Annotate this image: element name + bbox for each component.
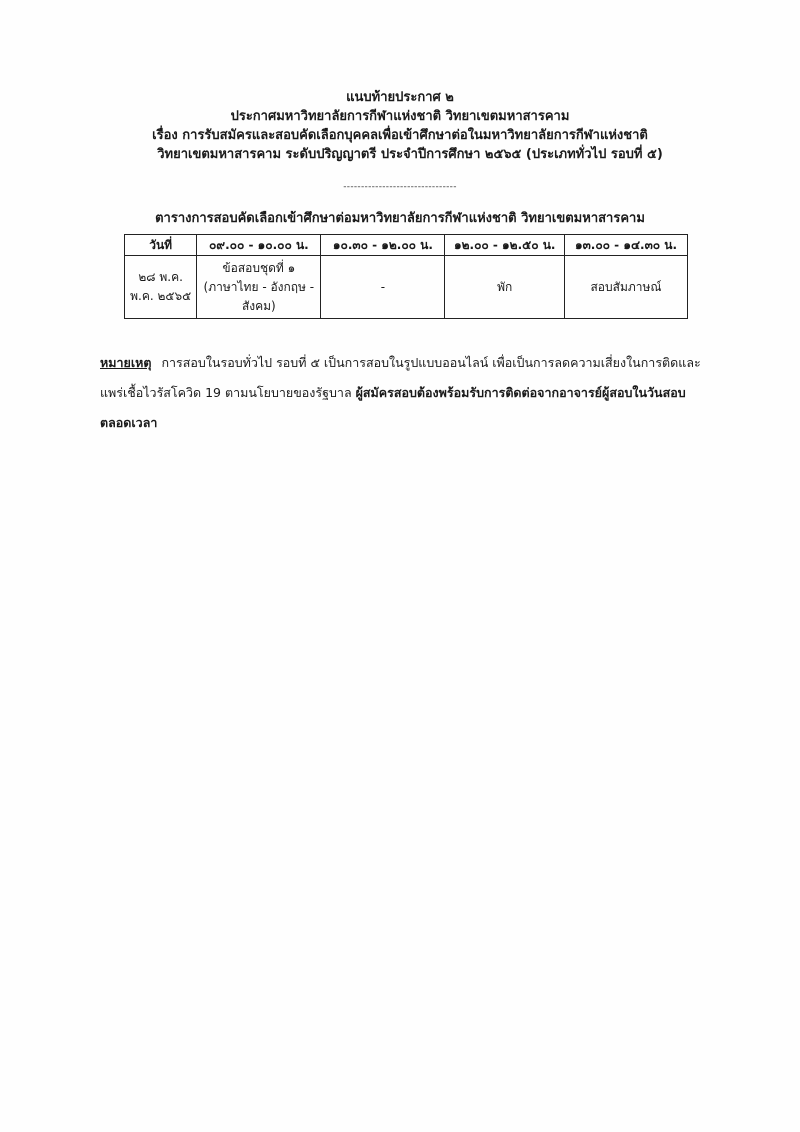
remarks-section <box>100 348 712 438</box>
exam-schedule-table <box>124 234 688 319</box>
heading-line-announcement: ประกาศมหาวิทยาลัยการกีฬาแห่งชาติ วิทยาเขตมหาสารคาม <box>230 109 570 124</box>
heading-line-campus-year: วิทยาเขตมหาสารคาม ระดับปริญญาตรี ประจำปีการศึกษา ๒๕๖๕ (ประเภททั่วไป รอบที่ ๕) <box>157 147 663 162</box>
remarks-label: หมายเหตุ <box>100 355 152 370</box>
heading-line-attachment: แนบท้ายประกาศ ๒ <box>346 90 454 105</box>
table-row <box>125 256 688 319</box>
header-slot-3: ๑๒.๐๐ - ๑๒.๕๐ น. <box>445 235 565 256</box>
heading-line-subject: เรื่อง การรับสมัครและสอบคัดเลือกบุคคลเพื่อเข้าศึกษาต่อในมหาวิทยาลัยการกีฬาแห่งชาติ <box>152 128 648 143</box>
remarks-line-2-bold: ผู้สมัครสอบต้องพร้อมรับการติดต่อจากอาจารย์ผู้สอบในวันสอบ <box>355 385 686 400</box>
remarks-line-3-bold: ตลอดเวลา <box>100 415 158 430</box>
table-title: ตารางการสอบคัดเลือกเข้าศึกษาต่อมหาวิทยาลัยการกีฬาแห่งชาติ วิทยาเขตมหาสารคาม <box>155 211 645 226</box>
header-slot-4: ๑๓.๐๐ - ๑๔.๓๐ น. <box>565 235 688 256</box>
date-line-2: พ.ค. ๒๕๖๕ <box>130 289 192 303</box>
announcement-heading <box>0 88 800 164</box>
slot1-line-2: (ภาษาไทย - อังกฤษ - <box>203 279 315 294</box>
date-line-1: ๒๘ พ.ค. <box>138 270 183 284</box>
cell-slot-3: พัก <box>445 256 565 319</box>
header-date: วันที่ <box>125 235 197 256</box>
table-header-row <box>125 235 688 256</box>
cell-date <box>125 256 197 319</box>
remarks-line-1: การสอบในรอบทั่วไป รอบที่ ๕ เป็นการสอบในรูปแบบออนไลน์ เพื่อเป็นการลดความเสี่ยงในการติดและ <box>161 355 701 370</box>
slot1-line-1: ข้อสอบชุดที่ ๑ <box>222 260 296 275</box>
remarks-line-2: แพร่เชื้อไวรัสโควิด 19 ตามนโยบายของรัฐบาล <box>100 385 356 400</box>
header-slot-1: ๐๙.๐๐ - ๑๐.๐๐ น. <box>197 235 321 256</box>
cell-slot-4: สอบสัมภาษณ์ <box>565 256 688 319</box>
dashed-divider: -------------------------------- <box>343 182 457 192</box>
header-slot-2: ๑๐.๓๐ - ๑๒.๐๐ น. <box>321 235 445 256</box>
slot1-line-3: สังคม) <box>241 298 276 313</box>
cell-slot-1 <box>197 256 321 319</box>
cell-slot-2: - <box>321 256 445 319</box>
